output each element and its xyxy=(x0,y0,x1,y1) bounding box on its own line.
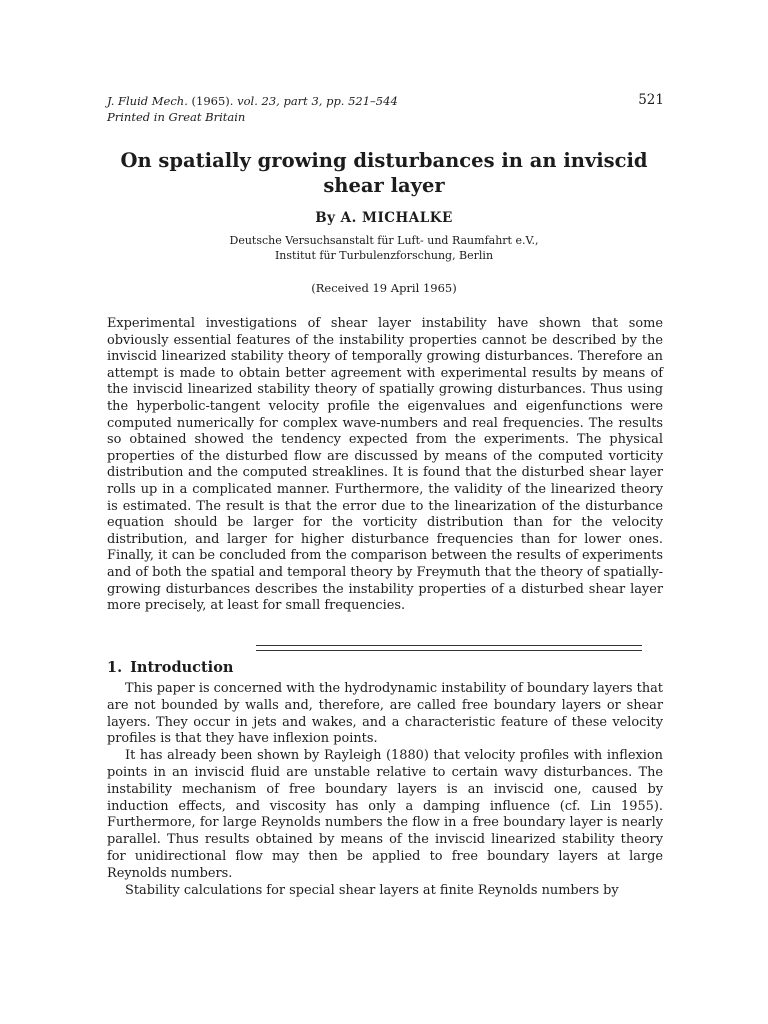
divider-rule xyxy=(256,645,642,646)
affiliation-line-2: Institut für Turbulenzforschung, Berlin xyxy=(274,249,494,262)
printed-in: Printed in Great Britain xyxy=(107,110,246,124)
paragraph: Stability calculations for special shear layers at finite Reynolds numbers by xyxy=(125,882,619,898)
affiliation xyxy=(100,233,668,263)
journal-name: J. Fluid Mech. xyxy=(107,94,188,108)
journal-volume: vol. 23, xyxy=(237,94,280,108)
section-heading xyxy=(107,659,233,676)
paper-title xyxy=(100,148,668,198)
journal-part: part 3, xyxy=(283,94,323,108)
divider-rule-lower xyxy=(256,650,642,651)
journal-citation xyxy=(107,93,663,110)
paragraph: It has already been shown by Rayleigh (1880) that velocity profiles with inflexion points in an inviscid fluid are unstable relative to certain wavy disturbances. The instability mechanism of free boundary layers is an inviscid one, caused by induction effects, and viscosity has only a damping influence (cf. Lin 1955). Furthermore, for large Reynolds numbers the flow in a free boundary layer is nearly parallel. Thus results obtained by means of the inviscid linearized stability theory for unidirectional flow may then be applied to free boundary layers at large Reynolds numbers. xyxy=(107,748,663,881)
paragraph: This paper is concerned with the hydrodynamic instability of boundary layers that are not bounded by walls and, therefore, are called free boundary layers or shear layers. They occur in jets and wakes, and a characteristic feature of these velocity profiles is that they have inflexion points. xyxy=(107,681,663,747)
page-number: 521 xyxy=(638,92,664,108)
section-number: 1. xyxy=(107,659,123,676)
journal-year: (1965). xyxy=(191,94,234,108)
author: By A. MICHALKE xyxy=(315,210,453,226)
abstract: Experimental investigations of shear layer instability have shown that some obviously essential features of the instability properties cannot be described by the inviscid linearized stability theory of temporally growing disturbances. Therefore an attempt is made to obtain better agreement with experimental results by means of the inviscid linearized stability theory of spatially growing disturbances. Thus using the hyperbolic-tangent velocity profile the eigenvalues and eigenfunctions were computed numerically for complex wave-numbers and real frequencies. The results so obtained showed the tendency expected from the experiments. The physical properties of the disturbed flow are discussed by means of the computed vorticity distribution and the computed streaklines. It is found that the disturbed shear layer rolls up in a complicated manner. Furthermore, the validity of the linearized theory is estimated. The result is that the error due to the linearization of the disturbance equation should be larger for the vorticity distribution than for the velocity distribution, and larger for higher disturbance frequencies than for lower ones. Finally, it can be concluded from the comparison between the results of experiments and of both the spatial and temporal theory by Freymuth that the theory of spatially-growing disturbances describes the instability properties of a disturbed shear layer more precisely, at least for small frequencies. xyxy=(107,316,663,614)
received-date: (Received 19 April 1965) xyxy=(311,281,457,295)
journal-pages: pp. 521–544 xyxy=(326,94,398,108)
section-title: Introduction xyxy=(130,659,234,676)
title-line-1: On spatially growing disturbances in an inviscid xyxy=(120,149,648,172)
affiliation-line-1: Deutsche Versuchsanstalt für Luft- und Raumfahrt e.V., xyxy=(229,234,539,247)
section-body xyxy=(107,681,663,899)
title-line-2: shear layer xyxy=(323,174,445,197)
